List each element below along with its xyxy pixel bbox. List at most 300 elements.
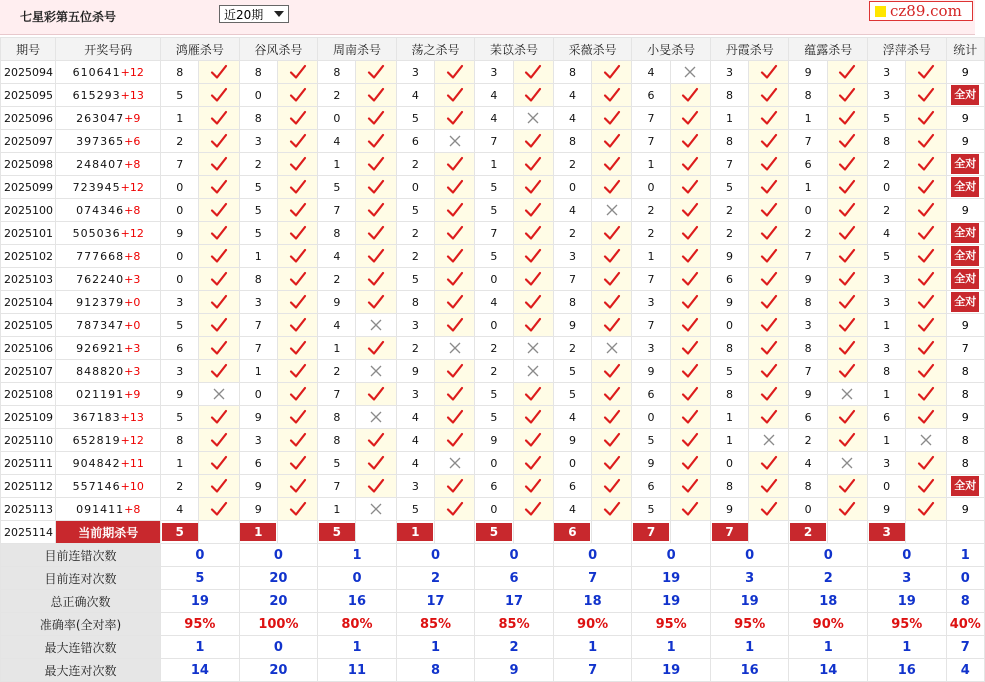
draw-numbers-cell [56,199,161,222]
check-icon [670,360,710,383]
kill-number: 3 [396,383,434,406]
kill-number: 5 [161,84,199,107]
kill-number: 5 [553,383,591,406]
check-icon [435,176,475,199]
check-icon [356,429,396,452]
check-icon [199,153,239,176]
check-icon [906,360,946,383]
draw-numbers-cell [56,498,161,521]
kill-number: 0 [475,268,513,291]
check-icon [827,360,867,383]
check-icon [670,406,710,429]
check-icon [827,61,867,84]
logo-square-icon [875,6,886,17]
summary-label: 最大连错次数 [1,636,161,659]
kill-number: 8 [161,429,199,452]
kill-number: 3 [710,61,748,84]
kill-number: 8 [239,61,277,84]
kill-number: 4 [553,107,591,130]
kill-number: 0 [553,176,591,199]
period-cell: 2025097 [1,130,56,153]
check-icon [827,291,867,314]
kill-number: 2 [632,199,670,222]
kill-number: 5 [396,107,434,130]
page-title: 七星彩第五位杀号 [20,10,117,24]
kill-number: 4 [553,84,591,107]
check-icon [906,337,946,360]
check-icon [435,360,475,383]
summary-value: 2 [475,636,554,659]
kill-number: 2 [318,84,356,107]
kill-number: 8 [710,130,748,153]
summary-value: 19 [710,590,789,613]
full-correct-badge: 全对 [951,269,979,289]
header-row [1,38,985,61]
kill-number: 9 [710,291,748,314]
kill-number: 0 [789,199,827,222]
kill-number: 3 [632,291,670,314]
kill-number: 6 [396,130,434,153]
full-correct-badge: 全对 [951,154,979,174]
kill-number: 0 [868,176,906,199]
kill-number: 5 [396,199,434,222]
cross-icon [827,452,867,475]
col-expert: 苿苡杀号 [475,38,554,61]
table-row [1,84,985,107]
kill-number: 1 [239,360,277,383]
kill-number: 3 [868,61,906,84]
check-icon [749,360,789,383]
summary-value: 40% [946,613,984,636]
check-icon [356,475,396,498]
check-icon [356,268,396,291]
empty-cell [513,521,553,544]
draw-sum: +11 [120,456,144,470]
kill-number: 3 [161,291,199,314]
kill-number: 7 [789,245,827,268]
period-cell: 2025110 [1,429,56,452]
check-icon [356,61,396,84]
check-icon [199,360,239,383]
summary-value: 7 [553,567,632,590]
col-expert: 鸿雁杀号 [161,38,240,61]
summary-value: 0 [396,544,475,567]
check-icon [827,84,867,107]
check-icon [749,406,789,429]
kill-number: 4 [161,498,199,521]
kill-number: 2 [475,337,513,360]
check-icon [749,84,789,107]
kill-number: 3 [161,360,199,383]
period-cell: 2025100 [1,199,56,222]
kill-number: 1 [632,153,670,176]
table-row [1,429,985,452]
empty-cell [592,521,632,544]
kill-number: 6 [710,268,748,291]
kill-number: 4 [868,222,906,245]
stat-cell: 9 [946,314,984,337]
summary-row [1,544,985,567]
check-icon [513,61,553,84]
stat-cell: 8 [946,360,984,383]
draw-digits: 615293 [72,88,121,102]
kill-number: 8 [710,475,748,498]
kill-number: 0 [475,498,513,521]
check-icon [356,199,396,222]
check-icon [513,406,553,429]
summary-value: 1 [789,636,868,659]
check-icon [749,153,789,176]
stat-cell: 9 [946,107,984,130]
check-icon [827,107,867,130]
summary-label: 目前连错次数 [1,544,161,567]
summary-value: 3 [868,567,947,590]
kill-number: 1 [318,337,356,360]
kill-number: 7 [632,107,670,130]
kill-number: 5 [710,176,748,199]
summary-value: 85% [475,613,554,636]
empty-cell [749,521,789,544]
check-icon [827,153,867,176]
current-kill-cell [789,521,827,544]
summary-value: 17 [396,590,475,613]
kill-number: 0 [161,199,199,222]
summary-value: 0 [475,544,554,567]
draw-sum: +13 [120,88,144,102]
kill-number: 1 [475,153,513,176]
check-icon [277,176,317,199]
table-row [1,199,985,222]
check-icon [670,337,710,360]
check-icon [277,84,317,107]
kill-number: 9 [789,268,827,291]
check-icon [435,153,475,176]
kill-number: 7 [789,360,827,383]
stat-cell [946,475,984,498]
table-row [1,498,985,521]
current-kill-cell [318,521,356,544]
current-kill-number: 7 [633,523,669,541]
summary-value: 0 [632,544,711,567]
check-icon [435,429,475,452]
kill-number: 7 [318,475,356,498]
draw-sum: +3 [124,364,141,378]
kill-number: 3 [475,61,513,84]
kill-number: 0 [396,176,434,199]
summary-value: 95% [632,613,711,636]
draw-numbers-cell [56,360,161,383]
table-row [1,360,985,383]
kill-number: 3 [868,268,906,291]
kill-number: 4 [553,406,591,429]
summary-label: 最大连对次数 [1,659,161,682]
check-icon [827,176,867,199]
check-icon [199,406,239,429]
check-icon [827,199,867,222]
check-icon [670,429,710,452]
full-correct-badge: 全对 [951,177,979,197]
kill-number: 1 [868,429,906,452]
site-logo[interactable] [869,1,973,21]
check-icon [277,107,317,130]
period-cell: 2025099 [1,176,56,199]
kill-number: 4 [318,130,356,153]
kill-number: 6 [161,337,199,360]
kill-number: 8 [868,360,906,383]
check-icon [277,291,317,314]
kill-number: 3 [396,314,434,337]
kill-number: 9 [553,314,591,337]
period-cell: 2025098 [1,153,56,176]
cross-icon [356,314,396,337]
period-range-select[interactable] [219,5,289,23]
summary-value: 16 [710,659,789,682]
check-icon [199,107,239,130]
draw-sum: +9 [124,387,141,401]
period-cell: 2025095 [1,84,56,107]
kill-number: 5 [868,245,906,268]
kill-number: 9 [161,222,199,245]
kill-number: 2 [396,153,434,176]
table-row [1,383,985,406]
draw-numbers-cell [56,130,161,153]
kill-number: 2 [396,245,434,268]
draw-numbers-cell [56,107,161,130]
kill-number: 2 [553,337,591,360]
check-icon [592,406,632,429]
draw-sum: +12 [120,180,144,194]
check-icon [670,291,710,314]
check-icon [906,475,946,498]
current-kill-number: 5 [162,523,198,541]
stat-cell [946,245,984,268]
draw-sum: +12 [120,226,144,240]
kill-number: 6 [632,475,670,498]
check-icon [906,314,946,337]
kill-number: 1 [632,245,670,268]
kill-number: 5 [318,452,356,475]
kill-number: 8 [318,429,356,452]
check-icon [199,429,239,452]
kill-number: 5 [396,268,434,291]
check-icon [199,176,239,199]
check-icon [592,130,632,153]
check-icon [670,452,710,475]
current-kill-number: 7 [712,523,748,541]
logo-text: cz89.com [890,2,962,20]
period-cell: 2025094 [1,61,56,84]
check-icon [749,452,789,475]
col-expert: 采薇杀号 [553,38,632,61]
check-icon [592,475,632,498]
check-icon [592,176,632,199]
kill-number: 2 [789,222,827,245]
summary-label: 总正确次数 [1,590,161,613]
check-icon [670,498,710,521]
kill-number: 5 [239,176,277,199]
check-icon [670,107,710,130]
check-icon [356,245,396,268]
col-numbers: 开奖号码 [56,38,161,61]
draw-numbers-cell [56,245,161,268]
stat-cell: 9 [946,498,984,521]
period-cell: 2025106 [1,337,56,360]
draw-sum: +0 [124,318,141,332]
kill-number: 9 [710,498,748,521]
period-range-value: 近20期 [224,8,264,22]
check-icon [277,61,317,84]
draw-digits: 926921 [76,341,125,355]
kill-number: 1 [318,498,356,521]
cross-icon [513,107,553,130]
period-cell: 2025102 [1,245,56,268]
kill-number: 0 [239,383,277,406]
summary-label: 目前连对次数 [1,567,161,590]
summary-value: 19 [632,567,711,590]
draw-digits: 505036 [72,226,121,240]
check-icon [277,475,317,498]
summary-value: 0 [553,544,632,567]
kill-number: 1 [318,153,356,176]
table-row [1,314,985,337]
check-icon [670,84,710,107]
kill-number: 1 [868,383,906,406]
kill-number: 8 [161,61,199,84]
summary-value: 95% [710,613,789,636]
kill-number: 4 [396,406,434,429]
summary-value: 0 [946,567,984,590]
summary-value: 19 [632,659,711,682]
check-icon [906,61,946,84]
summary-value: 8 [396,659,475,682]
check-icon [670,314,710,337]
draw-numbers-cell [56,84,161,107]
check-icon [827,268,867,291]
check-icon [277,383,317,406]
kill-number: 5 [710,360,748,383]
cross-icon [749,429,789,452]
stat-cell: 8 [946,452,984,475]
check-icon [513,314,553,337]
check-icon [199,199,239,222]
draw-digits: 263047 [76,111,125,125]
kill-number: 4 [318,245,356,268]
empty-cell [199,521,239,544]
kill-number: 1 [710,406,748,429]
check-icon [356,291,396,314]
check-icon [749,107,789,130]
kill-number: 7 [161,153,199,176]
draw-numbers-cell [56,153,161,176]
check-icon [199,337,239,360]
check-icon [513,199,553,222]
draw-digits: 021191 [76,387,125,401]
kill-number: 0 [475,452,513,475]
kill-number: 8 [553,61,591,84]
kill-number: 2 [161,130,199,153]
stat-cell: 8 [946,429,984,452]
check-icon [356,176,396,199]
stat-cell: 7 [946,337,984,360]
summary-value: 1 [396,636,475,659]
draw-digits: 367183 [72,410,121,424]
check-icon [749,61,789,84]
kill-number: 5 [475,245,513,268]
empty-cell [277,521,317,544]
check-icon [277,406,317,429]
check-icon [199,61,239,84]
empty-cell [435,521,475,544]
kill-number: 2 [789,429,827,452]
full-correct-badge: 全对 [951,85,979,105]
check-icon [356,337,396,360]
draw-numbers-cell [56,337,161,360]
check-icon [277,360,317,383]
summary-value: 20 [239,659,318,682]
kill-number: 7 [475,130,513,153]
kill-number: 2 [475,360,513,383]
check-icon [277,199,317,222]
check-icon [749,314,789,337]
table-row [1,222,985,245]
period-cell: 2025109 [1,406,56,429]
summary-value: 90% [553,613,632,636]
check-icon [277,245,317,268]
draw-numbers-cell [56,176,161,199]
current-kill-number: 6 [554,523,590,541]
summary-value: 19 [161,590,240,613]
current-label: 当前期杀号 [56,521,161,544]
kill-number: 9 [475,429,513,452]
stat-cell [946,291,984,314]
kill-number: 5 [475,199,513,222]
cross-icon [199,383,239,406]
col-expert: 小旻杀号 [632,38,711,61]
check-icon [513,452,553,475]
kill-number: 0 [868,475,906,498]
summary-value: 14 [161,659,240,682]
check-icon [199,291,239,314]
check-icon [827,314,867,337]
kill-number: 2 [710,199,748,222]
kill-number: 9 [710,245,748,268]
summary-value: 1 [632,636,711,659]
full-correct-badge: 全对 [951,246,979,266]
check-icon [827,245,867,268]
check-icon [592,61,632,84]
check-icon [906,130,946,153]
summary-row [1,567,985,590]
draw-sum: +8 [124,157,141,171]
draw-sum: +8 [124,249,141,263]
stat-cell: 9 [946,130,984,153]
summary-value: 16 [318,590,397,613]
check-icon [670,130,710,153]
check-icon [277,314,317,337]
check-icon [906,452,946,475]
col-stats: 统计 [946,38,984,61]
kill-number: 5 [239,199,277,222]
kill-number: 9 [789,61,827,84]
check-icon [906,406,946,429]
kill-number: 4 [318,314,356,337]
cross-icon [592,337,632,360]
summary-value: 16 [868,659,947,682]
current-kill-cell [396,521,434,544]
check-icon [906,268,946,291]
cross-icon [670,61,710,84]
summary-value: 95% [868,613,947,636]
